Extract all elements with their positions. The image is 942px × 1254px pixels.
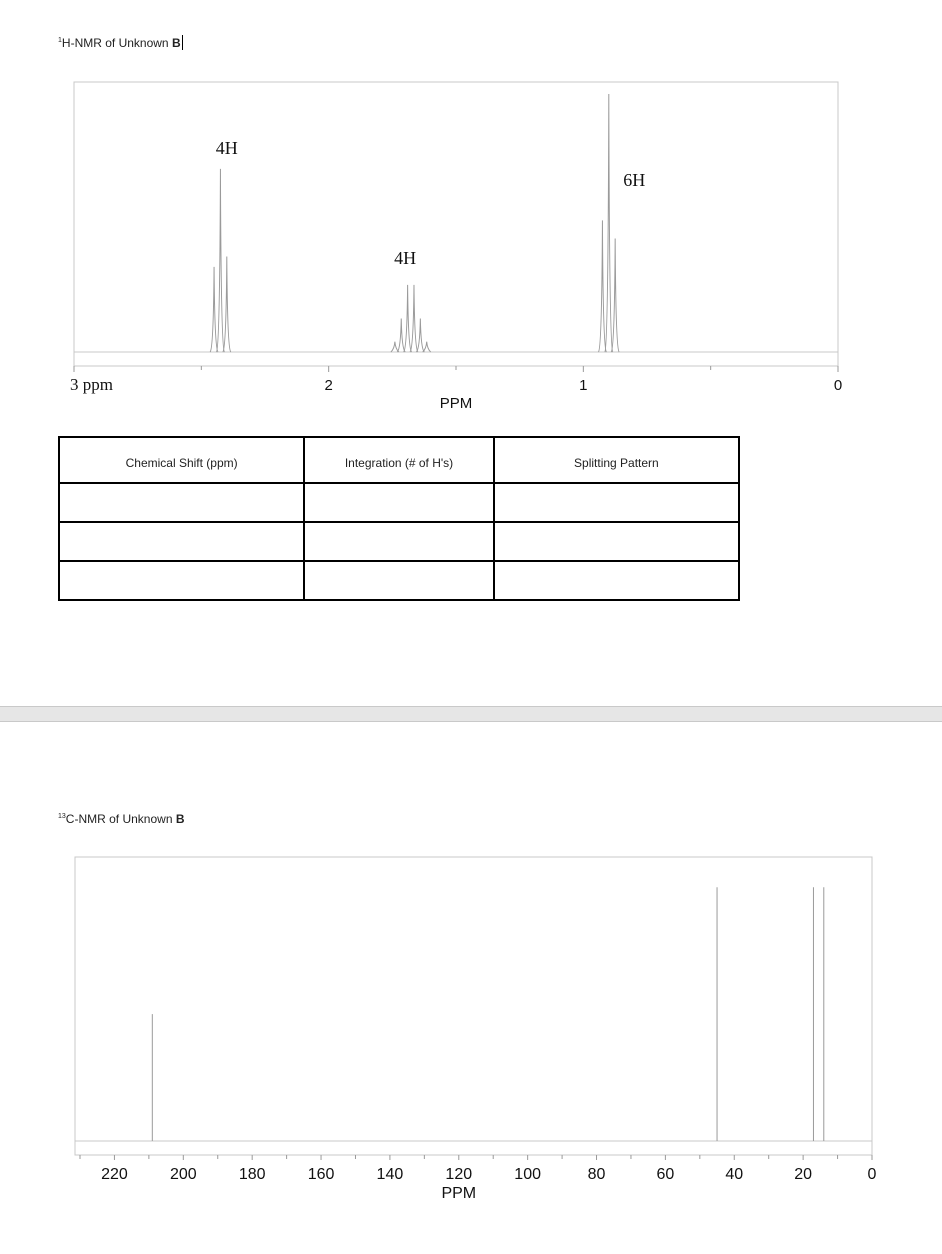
plot-frame: [75, 857, 872, 1155]
spectrum-peak: [423, 342, 431, 352]
nmr-data-table: [58, 436, 740, 601]
spectrum-peak: [391, 342, 399, 352]
c-nmr-title-text: C-NMR of Unknown: [65, 812, 176, 826]
spectrum-peak: [598, 220, 606, 352]
spectrum-peak: [611, 238, 619, 352]
x-tick-label: 80: [587, 1166, 606, 1183]
spectrum-peak: [210, 267, 218, 352]
c-nmr-title-bold: B: [175, 812, 185, 826]
table-cell[interactable]: [494, 561, 739, 600]
header-integration: Integration (# of H's): [304, 437, 494, 483]
x-tick-label: 220: [101, 1166, 128, 1183]
x-tick-label: 3 ppm: [70, 375, 113, 394]
spectrum-peak: [216, 169, 224, 352]
table-cell[interactable]: [304, 483, 494, 522]
spectrum-peak: [404, 285, 412, 352]
x-tick-label: 40: [725, 1166, 744, 1183]
header-splitting-pattern: Splitting Pattern: [494, 437, 739, 483]
table-cell[interactable]: [59, 522, 304, 561]
x-tick-label: 0: [867, 1166, 877, 1183]
plot-frame: [74, 82, 838, 366]
x-tick-label: 60: [656, 1166, 675, 1183]
x-tick-label: 160: [307, 1166, 335, 1183]
table-cell[interactable]: [304, 522, 494, 561]
spectrum-peak: [397, 318, 405, 352]
table-row: [59, 561, 739, 600]
x-tick-label: 20: [794, 1166, 813, 1183]
table-cell[interactable]: [494, 483, 739, 522]
x-tick-label: 100: [514, 1166, 542, 1183]
spectrum-peak: [416, 318, 424, 352]
table-cell[interactable]: [304, 561, 494, 600]
x-axis-label: PPM: [441, 1185, 477, 1202]
x-tick-label: 0: [833, 377, 843, 394]
spectrum-peak: [223, 257, 231, 352]
x-tick-label: 140: [376, 1166, 404, 1183]
integration-label: 4H: [215, 138, 238, 158]
table-row: [59, 483, 739, 522]
c-nmr-spectrum: [0, 830, 942, 1250]
x-tick-label: 2: [324, 377, 333, 394]
x-tick-label: 200: [169, 1166, 197, 1183]
table-cell[interactable]: [494, 522, 739, 561]
header-chemical-shift: Chemical Shift (ppm): [59, 437, 304, 483]
h-nmr-title-text: H-NMR of Unknown: [61, 36, 172, 50]
c-nmr-title-sup: 13: [58, 813, 66, 820]
h-nmr-spectrum: [0, 0, 942, 420]
table-cell[interactable]: [59, 483, 304, 522]
x-tick-label: 180: [238, 1166, 266, 1183]
x-tick-label: 1: [579, 377, 588, 394]
integration-label: 4H: [394, 248, 417, 268]
spectrum-peak: [605, 94, 613, 352]
table-cell[interactable]: [59, 561, 304, 600]
h-nmr-title-sup: 1: [58, 37, 62, 44]
c-nmr-title: [58, 812, 185, 826]
page-break: [0, 706, 942, 722]
table-row: [59, 522, 739, 561]
x-axis-label: PPM: [439, 395, 473, 412]
x-tick-label: 120: [445, 1166, 473, 1183]
table-header-row: [59, 437, 739, 483]
integration-label: 6H: [623, 170, 646, 190]
h-nmr-title-bold: B: [171, 36, 181, 50]
spectrum-peak: [410, 285, 418, 352]
